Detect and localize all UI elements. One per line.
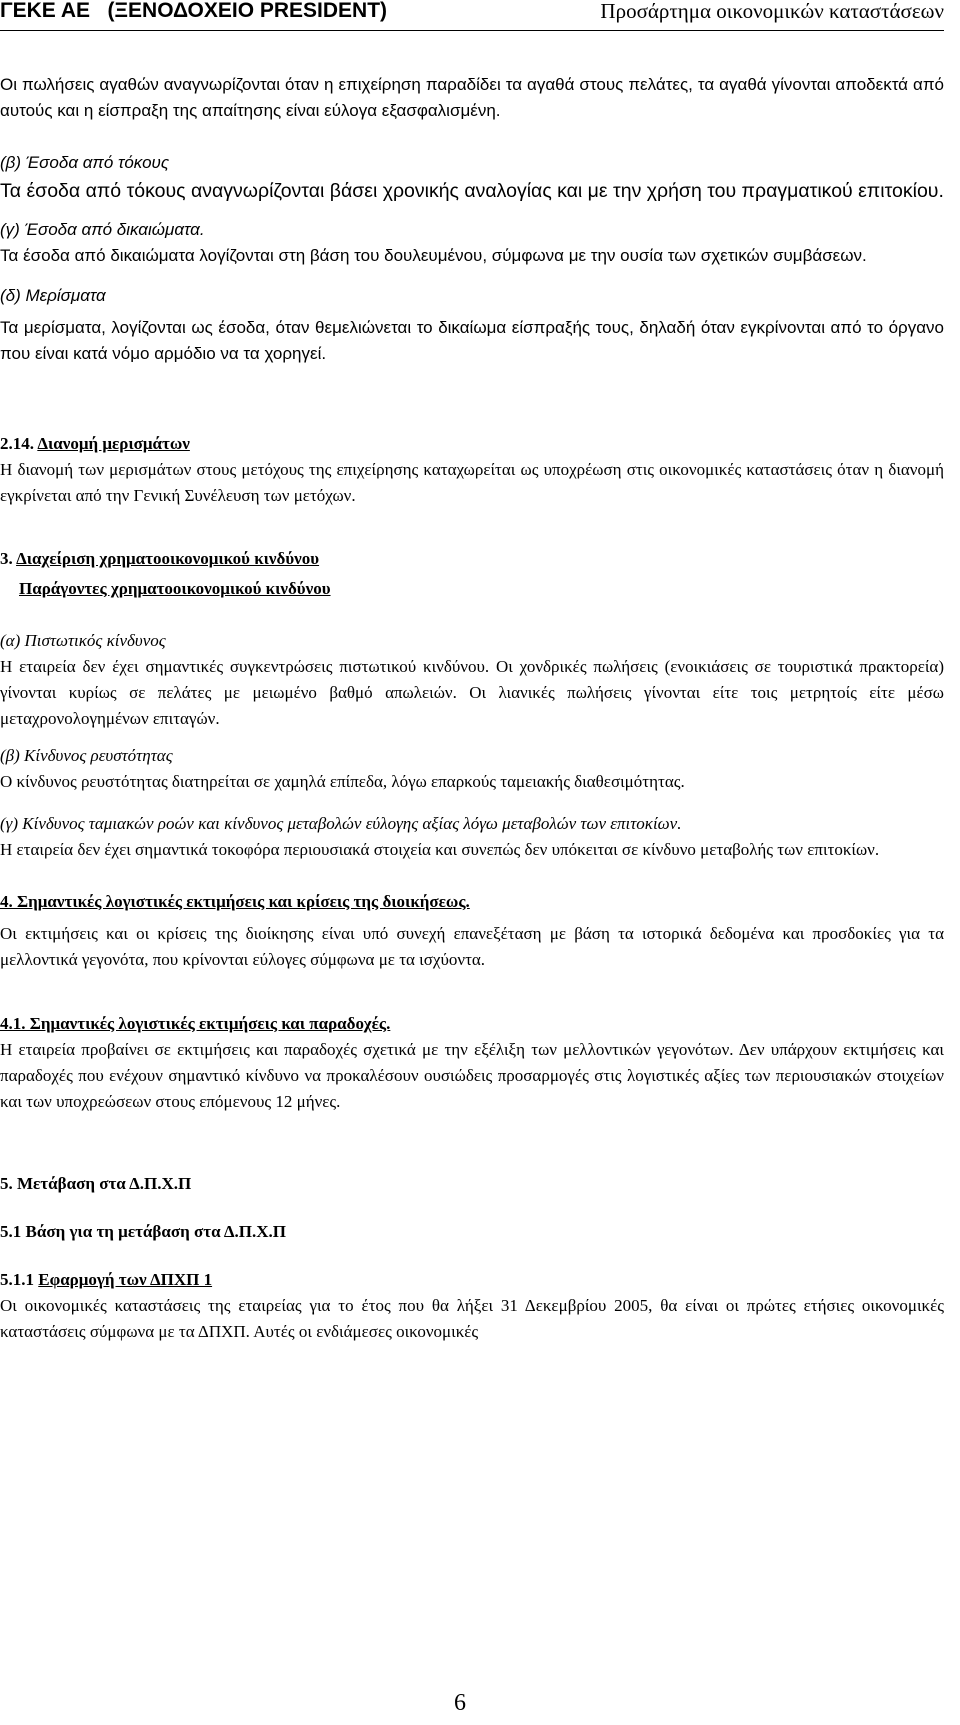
section-3-heading bbox=[0, 546, 944, 572]
credit-risk-heading: (α) Πιστωτικός κίνδυνος bbox=[0, 631, 166, 650]
credit-risk-paragraph: Η εταιρεία δεν έχει σημαντικές συγκεντρώσεις πιστωτικού κινδύνου. Οι χονδρικές πωλήσεις (ενοικιάσεις σε τουριστικά πρακτορεία) γίνονται κυρίως σε πελάτες με μειωμένο βαθμό απωλειών. Οι λιανικές πωλήσεις γίνονται είτε τοις μετρητοίς είτε μέσω μεταχρονολογημένων επιταγών. bbox=[0, 657, 944, 728]
interest-income-heading: (β) Έσοδα από τόκους bbox=[0, 153, 170, 172]
page-number: 6 bbox=[454, 1690, 466, 1716]
section-5-1-1-heading bbox=[0, 1267, 944, 1293]
section-4-1-heading: 4.1. Σημαντικές λογιστικές εκτιμήσεις και παραδοχές. bbox=[0, 1014, 391, 1033]
section-5-1-heading: 5.1 Βάση για τη μετάβαση στα Δ.Π.Χ.Π bbox=[0, 1222, 287, 1241]
royalty-income-paragraph: Τα έσοδα από δικαιώματα λογίζονται στη βάση του δουλευμένου, σύμφωνα με την ουσία των σχετικών συμβάσεων. bbox=[0, 246, 867, 265]
cashflow-risk-heading: (γ) Κίνδυνος ταμιακών ροών και κίνδυνος μεταβολών εύλογης αξίας λόγω μεταβολών των επιτοκίων. bbox=[0, 814, 682, 833]
section-2-14-number: 2.14. bbox=[0, 434, 38, 453]
section-2-14-heading bbox=[0, 431, 944, 457]
section-2-14-paragraph: Η διανομή των μερισμάτων στους μετόχους της επιχείρησης καταχωρείται ως υποχρέωση στις οικονομικές καταστάσεις όταν η διανομή εγκρίνεται από την Γενική Συνέλευση των μετόχων. bbox=[0, 460, 944, 505]
dividends-paragraph: Τα μερίσματα, λογίζονται ως έσοδα, όταν θεμελιώνεται το δικαίωμα είσπραξής τους, δηλαδή όταν εγκρίνονται από το όργανο που είναι κατά νόμο αρμόδιο να τα χορηγεί. bbox=[0, 318, 944, 363]
document-body bbox=[0, 72, 944, 1345]
header-document-title: Προσάρτημα οικονομικών καταστάσεων bbox=[600, 0, 944, 23]
section-3-number: 3. bbox=[0, 549, 17, 568]
header-company-name: ΓΕΚΕ ΑΕ (ΞΕΝΟΔΟΧΕΙΟ PRESIDENT) bbox=[0, 0, 388, 22]
section-5-heading: 5. Μετάβαση στα Δ.Π.Χ.Π bbox=[0, 1174, 192, 1193]
royalty-income-heading: (γ) Έσοδα από δικαιώματα. bbox=[0, 220, 205, 239]
section-5-1-1-number: 5.1.1 bbox=[0, 1270, 39, 1289]
section-3-subtitle: Παράγοντες χρηματοοικονομικού κινδύνου bbox=[19, 579, 331, 598]
sales-recognition-paragraph: Οι πωλήσεις αγαθών αναγνωρίζονται όταν η επιχείρηση παραδίδει τα αγαθά στους πελάτες, τα αγαθά γίνονται αποδεκτά από αυτούς και η είσπραξη της απαίτησης είναι εύλογα εξασφαλισμένη. bbox=[0, 75, 944, 120]
section-3-title: Διαχείριση χρηματοοικονομικού κινδύνου bbox=[16, 549, 320, 568]
section-2-14-title: Διανομή μερισμάτων bbox=[37, 434, 190, 453]
cashflow-risk-paragraph: Η εταιρεία δεν έχει σημαντικά τοκοφόρα περιουσιακά στοιχεία και συνεπώς δεν υπόκειται σε κίνδυνο μεταβολής των επιτοκίων. bbox=[0, 840, 880, 859]
page-header bbox=[0, 0, 944, 31]
liquidity-risk-heading: (β) Κίνδυνος ρευστότητας bbox=[0, 746, 173, 765]
interest-income-paragraph: Τα έσοδα από τόκους αναγνωρίζονται βάσει χρονικής αναλογίας και με την χρήση του πραγματικού επιτοκίου. bbox=[0, 180, 944, 202]
section-4-paragraph: Οι εκτιμήσεις και οι κρίσεις της διοίκησης είναι υπό συνεχή επανεξέταση με βάση τα ιστορικά δεδομένα και προσδοκίες για τα μελλοντικά γεγονότα, που κρίνονται εύλογες σύμφωνα με τα ισχύοντα. bbox=[0, 924, 944, 969]
dividends-heading: (δ) Μερίσματα bbox=[0, 286, 106, 305]
liquidity-risk-paragraph: Ο κίνδυνος ρευστότητας διατηρείται σε χαμηλά επίπεδα, λόγω επαρκούς ταμειακής διαθεσιμότητας. bbox=[0, 772, 685, 791]
section-5-1-1-title: Εφαρμογή των ΔΠΧΠ 1 bbox=[38, 1270, 213, 1289]
section-4-heading: 4. Σημαντικές λογιστικές εκτιμήσεις και κρίσεις της διοικήσεως. bbox=[0, 892, 470, 911]
section-5-1-1-paragraph: Οι οικονομικές καταστάσεις της εταιρείας για το έτος που θα λήξει 31 Δεκεμβρίου 2005, θα είναι οι πρώτες ετήσιες οικονομικές καταστάσεις σύμφωνα με τα ΔΠΧΠ. Αυτές οι ενδιάμεσες οικονομικές bbox=[0, 1296, 944, 1341]
section-4-1-paragraph: Η εταιρεία προβαίνει σε εκτιμήσεις και παραδοχές σχετικά με την εξέλιξη των μελλοντικών γεγονότων. Δεν υπάρχουν εκτιμήσεις και παραδοχές που ενέχουν σημαντικό κίνδυνο να προκαλέσουν ουσιώδεις προσαρμογές στις λογιστικές αξίες των περιουσιακών στοιχείων και των υποχρεώσεων στους επόμενους 12 μήνες. bbox=[0, 1040, 944, 1111]
